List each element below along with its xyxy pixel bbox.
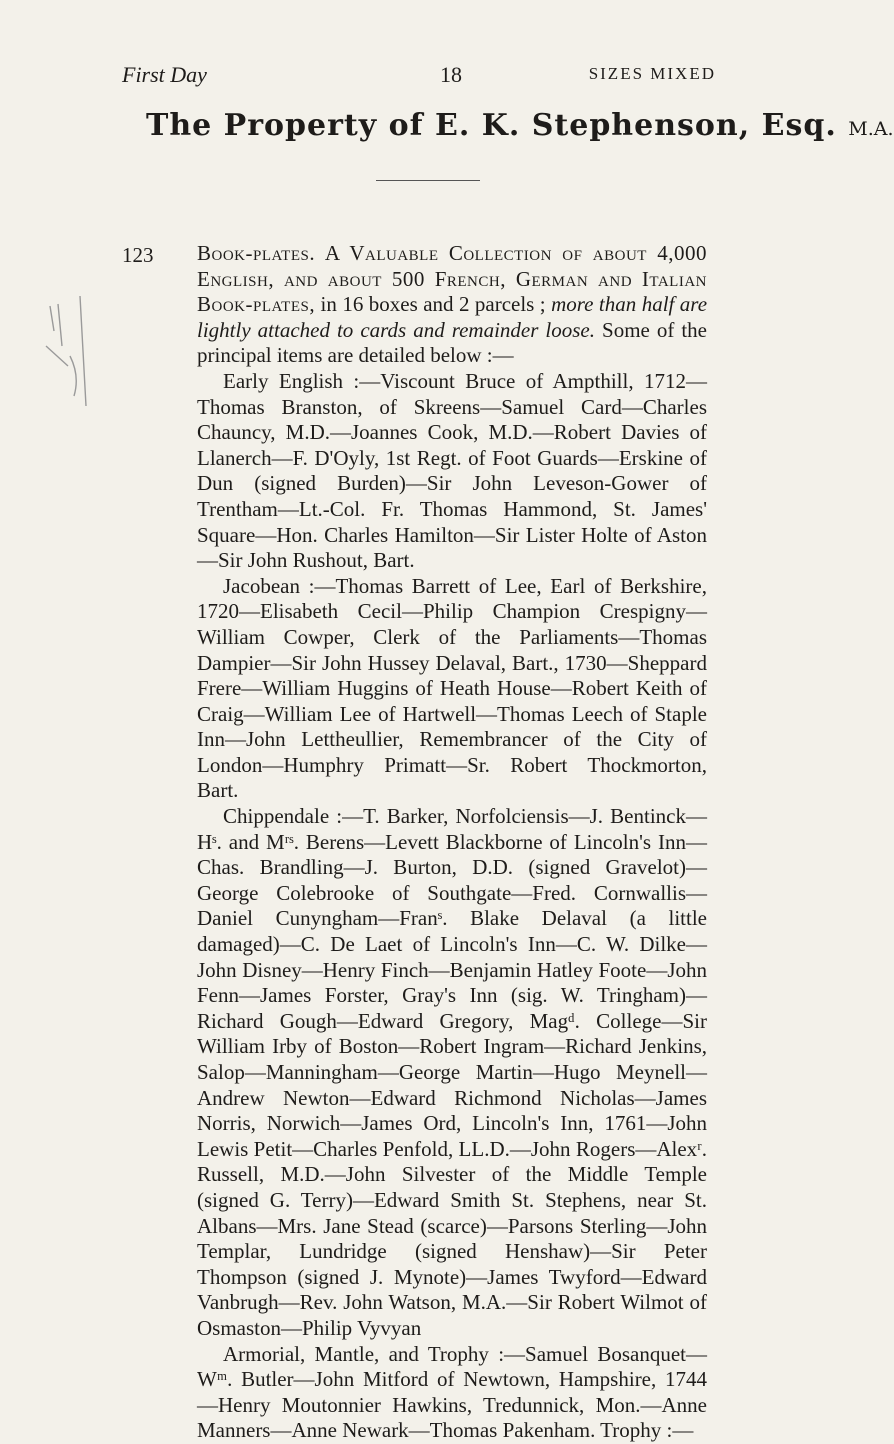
section-jacobean: Jacobean :—Thomas Barrett of Lee, Earl of Berkshire, 1720—Elisabeth Cecil—Philip Champion Crespigny—William Cowper, Clerk of the Parliaments—Thomas Dampier—Sir John Hussey Delaval, Bart., 1730—Sheppard Frere—William Huggins of Heath House—Robert Keith of Craig—William Lee of Hartwell—Thomas Leech of Staple Inn—John Lettheullier, Remembrancer of the City of London—Humphry Primatt—Sr. Robert Thockmorton, Bart. (197, 573, 707, 803)
section-early-english: Early English :—Viscount Bruce of Ampthill, 1712—Thomas Branston, of Skreens—Samuel Card—Charles Chauncy, M.D.—Joannes Cook, M.D.—Robert Davies of Llanerch—F. D'Oyly, 1st Regt. of Foot Guards—Erskine of Dun (signed Burden)—Sir John Leveson-Gower of Trentham—Lt.-Col. Fr. Thomas Hammond, St. James' Square—Hon. Charles Hamilton—Sir Lister Holte of Aston—Sir John Rushout, Bart. (197, 368, 707, 573)
lot-number: 123 (122, 243, 154, 267)
lot-intro-text: in 16 boxes and 2 parcels ; (320, 292, 546, 317)
title-rule (376, 180, 480, 181)
section-armorial: Armorial, Mantle, and Trophy :—Samuel Bosanquet—Wᵐ. Butler—John Mitford of Newtown, Hampshire, 1744—Henry Moutonnier Hawkins, Tredunnick, Mon.—Anne Manners—Anne Newark—Thomas Pakenham. Trophy :— (197, 1341, 707, 1443)
section-chippendale: Chippendale :—T. Barker, Norfolciensis—J. Bentinck—Hˢ. and Mʳˢ. Berens—Levett Blackborne of Lincoln's Inn—Chas. Brandling—J. Burton, D.D. (signed Gravelot)—George Colebrooke of Southgate—Fred. Cornwallis—Daniel Cunyngham—Franˢ. Blake Delaval (a little damaged)—C. De Laet of Lincoln's Inn—C. W. Dilke—John Disney—Henry Finch—Benjamin Hatley Foote—John Fenn—James Forster, Gray's Inn (sig. W. Tringham)—Richard Gough—Edward Gregory, Magᵈ. College—Sir William Irby of Boston—Robert Ingram—Richard Jenkins, Salop—Manningham—George Martin—Hugo Meynell—Andrew Newton—Edward Richmond Nicholas—James Norris, Norwich—James Ord, Lincoln's Inn, 1761—John Lewis Petit—Charles Penfold, LL.D.—John Rogers—Alexʳ. Russell, M.D.—John Silvester of the Middle Temple (signed G. Terry)—Edward Smith St. Stephens, near St. Albans—Mrs. Jane Stead (scarce)—Parsons Sterling—John Templar, Lundridge (signed Henshaw)—Sir Peter Thompson (signed J. Mynote)—James Twyford—Edward Vanbrugh—Rev. John Watson, M.A.—Sir Robert Wilmot of Osmaston—Philip Vyvyan (197, 804, 707, 1340)
running-head-left: First Day (122, 62, 207, 87)
page-title (146, 108, 894, 143)
lot-intro-tail: Some of the principal items are detailed below :— (197, 317, 708, 368)
title-main: The Property of E. K. Stephenson, Esq. (146, 108, 837, 143)
lot-heading: Book-plates. (197, 241, 316, 265)
lot-intro-italic: more than half are lightly attached to cards and remainder loose. (197, 292, 708, 342)
lot-caps: A Valuable Collection of about 4,000 English, and about 500 French, German and Italian Book-plates, (197, 241, 707, 317)
lot-description (197, 241, 707, 1444)
lot-intro (197, 241, 707, 369)
page-number: 18 (440, 62, 462, 87)
title-suffix: M.A. (848, 118, 894, 140)
margin-annotation (40, 286, 120, 426)
running-head-right: SIZES MIXED (588, 64, 716, 83)
running-head (122, 62, 716, 96)
